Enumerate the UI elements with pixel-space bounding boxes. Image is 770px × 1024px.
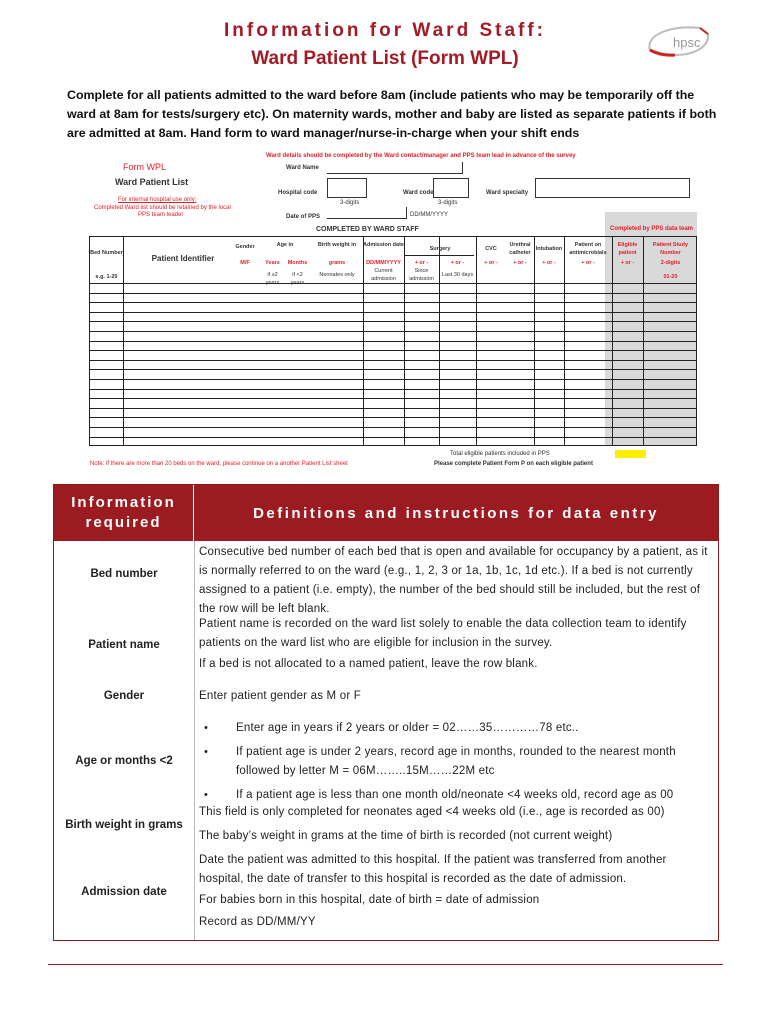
adm-hint: Current admission (371, 268, 396, 282)
retain-note-2: PPS team leader (138, 212, 184, 218)
yn: + or - (513, 260, 527, 266)
label: Age or months <2 (75, 755, 173, 767)
table-row-line (90, 408, 696, 409)
page-subtitle: Ward Patient List (Form WPL) (251, 48, 519, 69)
table-row-line (90, 302, 696, 303)
col-birth-weight: Birth weight in (317, 242, 357, 248)
table-row-line (90, 312, 696, 313)
completed-by-pps: Completed by PPS data team (610, 226, 694, 232)
label: Patient name (88, 639, 160, 651)
table-row-line (90, 379, 696, 380)
yn: + or - (484, 260, 498, 266)
ward-code-hint: 3-digits (438, 200, 458, 206)
form-wpl-image (88, 150, 698, 470)
col-bed-hint: e.g. 1-20 (95, 274, 118, 280)
months-hint: if <2 years (290, 272, 305, 286)
col-urethral-catheter: Urethral catheter (509, 242, 531, 256)
col-surgery: Surgery (429, 246, 451, 252)
svg-text:hpsc: hpsc (673, 35, 701, 50)
label: Gender (103, 690, 145, 702)
yn: + or - (414, 260, 429, 266)
form-title: Ward Patient List (115, 177, 189, 187)
intro-instructions: Complete for all patients admitted to the ward before 8am (include patients who may be temporarily off the ward at 8am for tests/surgery etc). On maternity wards, mother and baby are listed as separate patients if both are admitted at 8am. Hand form to ward manager/nurse-in-charge when your shift ends (67, 88, 717, 140)
ward-patient-table (89, 236, 697, 446)
table-row-line (90, 341, 696, 342)
yn: + or - (581, 260, 595, 266)
table-row-line (90, 321, 696, 322)
table-row-line (90, 350, 696, 351)
ward-specialty-label: Ward specialty (486, 190, 529, 196)
internal-note: For internal hospital use only: (118, 197, 197, 203)
hospital-code-hint: 3-digits (340, 200, 360, 206)
col-admission-date: Admission date (363, 242, 404, 248)
table-row-line (90, 283, 696, 284)
date-of-pps-label: Date of PPS (286, 214, 321, 220)
definition: Patient name is recorded on the ward list solely to enable the data collection team to identify patients on the ward list who are eligible for inclusion in the survey. (199, 618, 687, 649)
hpsc-logo (640, 20, 720, 60)
definition-2: The baby’s weight in grams at the time of birth is recorded (not current weight) (199, 830, 613, 842)
total-eligible-field[interactable] (615, 450, 646, 458)
col-patient-identifier: Patient Identifier (151, 254, 215, 263)
definition: Consecutive bed number of each bed that is open and available for occupancy by a patient, as it is normally referred to on the ward (e.g., 1, 2, 3 or 1a, 1b, 1c, 1d etc.). If a bed is not currently assigned to a patient (i.e. empty), the number of the bed should still be included, but the rest of the row will be left blank. (199, 546, 708, 615)
col-bed-number: Bed Number (90, 250, 123, 256)
definition-3: Record as DD/MM/YY (199, 916, 316, 928)
definition: Enter patient gender as M or F (199, 690, 361, 702)
ward-details-instruction: Ward details should be completed by the Ward contact/manager and PPS team lead in advance of the survey (266, 153, 576, 159)
ward-code-label: Ward code (403, 190, 434, 196)
adm-format: DD/MM/YYYY (366, 260, 401, 266)
header-information-required: Information required (54, 485, 194, 541)
col-age: Age in (276, 242, 294, 248)
table-row-line (90, 360, 696, 361)
surg-hint-1: Since admission (409, 268, 434, 282)
ward-code-field[interactable] (433, 178, 469, 198)
label: Birth weight in grams (65, 819, 183, 831)
age-months: Months (287, 260, 308, 266)
total-eligible-label: Total eligible patients included in PPS (450, 451, 550, 457)
psn-hint: 2-digits (660, 260, 681, 266)
label: Bed number (90, 568, 158, 580)
bullet-1: Enter age in years if 2 years or older = 02……35…………78 etc.. (236, 722, 579, 734)
bw-hint: Neonates only (319, 272, 355, 278)
table-row-line (90, 369, 696, 370)
col-intubation: Intubation (535, 246, 563, 252)
definitions-table: Information required Definitions and instructions for data entry Bed number Consecutive bed number of each bed that is open and available for occupancy by a patient, as it is normally referred to on the ward (e.g., 1, 2, 3 or 1a, 1b, 1c, 1d etc.). If a bed is not currently assigned to a patient (i.e. empty), the number of the bed should still be included, but the rest of the row will be left blank. Patient name Patient name is recorded on the ward list solely to enable the data collection team to identify patients on the ward list who are eligible for inclusion in the survey. If a bed is not allocated to a named patient, leave the row blank. Gender Enter patient gender as M or F Age or months <2 • Enter age in years if 2 years or older = 02……35…………78 etc.. • If patient age is under 2 years, record age in months, rounded to the nearest month followed by letter M = 06M……..15M……22M etc • If a patient age is less than one month old/neonate <4 weeks old, record age as 00 Birth weight in grams This field is only completed for neonates aged <4 weeks old (i.e., age is recorded as 00) The baby’s weight in grams at the time of birth is recorded (not current weight) Admission date Date the patient was admitted to this hospital. If the patient was transferred from another hospital, the date of transfer to this hospital is recorded as the date of admission. For babies born in this hospital, date of birth = date of admission Record as DD/MM/YY (53, 484, 719, 941)
age-years: Years (265, 260, 280, 266)
footer-rule (48, 964, 723, 965)
table-row-line (90, 389, 696, 390)
ward-name-label: Ward Name (286, 165, 319, 171)
yn: + or - (450, 260, 465, 266)
form-id: Form WPL (123, 162, 167, 172)
definition-2: If a bed is not allocated to a named patient, leave the row blank. (199, 658, 538, 670)
yn: + or - (620, 260, 635, 266)
hospital-code-field[interactable] (327, 178, 367, 198)
col-patient-study-number: Patient Study Number (652, 242, 689, 256)
completed-by-ward-staff: COMPLETED BY WARD STAFF (316, 226, 419, 233)
definition: Date the patient was admitted to this hospital. If the patient was transferred from another hospital, the date of transfer to this hospital is recorded as the date of admission. (199, 854, 667, 885)
col-gender: Gender (235, 244, 255, 250)
table-row-line (90, 331, 696, 332)
form-p-note: Please complete Patient Form P on each eligible patient (434, 461, 593, 467)
years-hint: if ≥2 years (265, 272, 280, 286)
bw-unit: grams (328, 260, 346, 266)
yn: + or - (542, 260, 556, 266)
bullet-3: If a patient age is less than one month old/neonate <4 weeks old, record age as 00 (236, 789, 674, 801)
page-title: Information for Ward Staff: (224, 20, 546, 41)
col-eligible: Eligible patient (617, 242, 638, 256)
ward-name-field[interactable] (327, 162, 463, 174)
hospital-code-label: Hospital code (278, 190, 318, 196)
definition: This field is only completed for neonates aged <4 weeks old (i.e., age is recorded as 00) (199, 806, 665, 818)
col-antimicrobials: Patient on antimicrobials (569, 242, 607, 256)
col-cvc: CVC (485, 246, 497, 252)
table-row-line (90, 427, 696, 428)
date-of-pps-field[interactable] (327, 207, 407, 219)
table-row-line (90, 398, 696, 399)
label: Admission date (81, 886, 167, 898)
more-beds-note: Note: if there are more than 20 beds on the ward, please continue on a another Patient List sheet (90, 461, 348, 467)
gender-hint: M/F (240, 260, 250, 266)
table-row-line (90, 417, 696, 418)
retain-note: Completed Ward list should be retained by the local (94, 205, 231, 211)
header-definitions: Definitions and instructions for data entry (253, 504, 659, 522)
bullet-2: If patient age is under 2 years, record age in months, rounded to the nearest month followed by letter M = 06M……..15M……22M etc (236, 746, 676, 777)
date-hint: DD/MM/YYYY (410, 212, 449, 218)
table-row-line (90, 293, 696, 294)
psn-range: 01-20 (663, 274, 678, 280)
ward-specialty-field[interactable] (535, 178, 690, 198)
table-row-line (90, 437, 696, 438)
definition-2: For babies born in this hospital, date of birth = date of admission (199, 894, 540, 906)
surg-hint-2: Last 30 days (441, 272, 474, 278)
